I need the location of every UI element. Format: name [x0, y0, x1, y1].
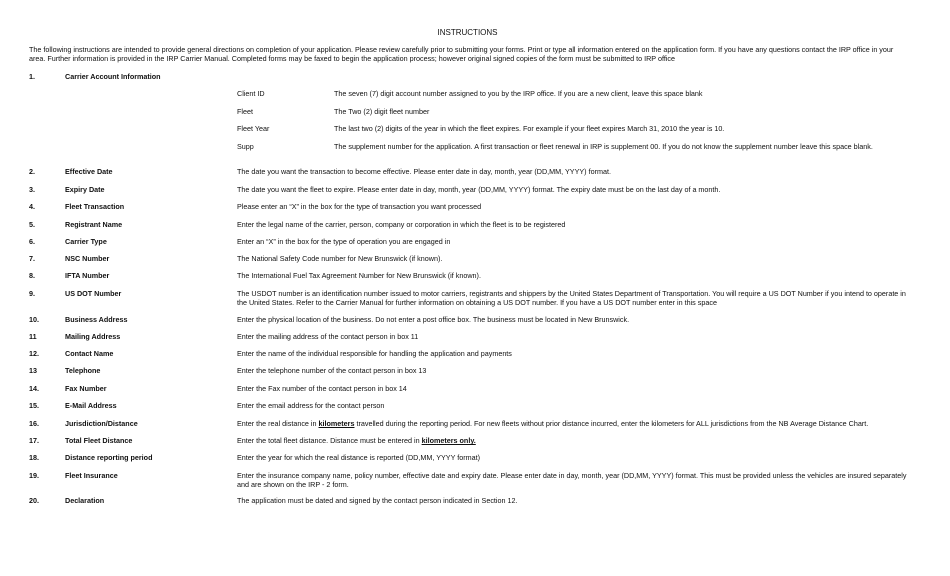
item-desc: Enter the insurance company name, policy number, effective date and expiry date. Please enter date in day, month, year (DD,MM, YYYY) format. This must be provided unless the vehicles are insured separately and are shown on the IRP - 2 form. [237, 471, 907, 489]
item-desc: Enter the name of the individual responsible for handling the application and payments [237, 349, 512, 358]
item-number: 16. [29, 419, 39, 428]
item-label: US DOT Number [65, 289, 122, 298]
sub-item-desc: The supplement number for the application. A first transaction or fleet renewal in IRP is supplement 00. If you do not know the supplement number leave this space blank. [334, 142, 873, 151]
item-label: Expiry Date [65, 185, 105, 194]
item-number: 8. [29, 271, 35, 280]
item-label: IFTA Number [65, 271, 110, 280]
item-label: Jurisdiction/Distance [65, 419, 138, 428]
item-label: Registrant Name [65, 220, 123, 229]
item-desc: The International Fuel Tax Agreement Number for New Brunswick (if known). [237, 271, 481, 280]
item-number: 4. [29, 202, 35, 211]
item-label: Total Fleet Distance [65, 436, 133, 445]
item-number: 19. [29, 471, 39, 480]
desc-text: travelled during the reporting period. For new fleets without prior distance incurred, enter the kilometers for ALL jurisdictions from the NB Average Distance Chart. [354, 419, 869, 428]
desc-text: Enter the total fleet distance. Distance must be entered in [237, 436, 422, 445]
sub-item-label: Supp [237, 142, 254, 151]
item-number: 14. [29, 384, 39, 393]
sub-item-desc: The last two (2) digits of the year in which the fleet expires. For example if your fleet expires March 31, 2010 the year is 10. [334, 124, 725, 133]
item-number: 5. [29, 220, 35, 229]
emphasis-text: kilometers [318, 419, 355, 428]
item-number: 1. [29, 72, 35, 81]
item-desc: Enter the physical location of the business. Do not enter a post office box. The business must be located in New Brunswick. [237, 315, 630, 324]
emphasis-text: kilometers only. [421, 436, 476, 445]
item-number: 13 [29, 366, 37, 375]
item-label: Fax Number [65, 384, 107, 393]
item-number: 11 [29, 332, 37, 341]
item-label: Carrier Type [65, 237, 107, 246]
item-number: 17. [29, 436, 39, 445]
item-number: 2. [29, 167, 35, 176]
item-label: Declaration [65, 496, 105, 505]
item-desc: Enter the email address for the contact person [237, 401, 385, 410]
item-desc: Please enter an “X” in the box for the type of transaction you want processed [237, 202, 482, 211]
item-label: Effective Date [65, 167, 113, 176]
sub-item-desc: The Two (2) digit fleet number [334, 107, 430, 116]
item-desc: Enter the legal name of the carrier, person, company or corporation in which the fleet is to be registered [237, 220, 566, 229]
item-number: 18. [29, 453, 39, 462]
item-number: 3. [29, 185, 35, 194]
item-desc: The date you want the transaction to become effective. Please enter date in day, month, year (DD,MM, YYYY) format. [237, 167, 611, 176]
item-number: 9. [29, 289, 35, 298]
item-label: Telephone [65, 366, 101, 375]
item-number: 15. [29, 401, 39, 410]
item-label: Contact Name [65, 349, 114, 358]
item-number: 6. [29, 237, 35, 246]
item-label: E-Mail Address [65, 401, 117, 410]
item-label: Fleet Transaction [65, 202, 125, 211]
item-desc [237, 420, 913, 429]
item-desc: The application must be dated and signed by the contact person indicated in Section 12. [237, 496, 518, 505]
desc-text: Enter the real distance in [237, 419, 319, 428]
item-label: Distance reporting period [65, 453, 153, 462]
item-desc: The date you want the fleet to expire. Please enter date in day, month, year (DD,MM, YYYY) format. The expiry date must be on the last day of a month. [237, 185, 721, 194]
item-label: NSC Number [65, 254, 110, 263]
page-title: INSTRUCTIONS [437, 28, 498, 37]
item-number: 7. [29, 254, 35, 263]
item-desc: Enter the telephone number of the contact person in box 13 [237, 366, 427, 375]
item-desc: Enter the mailing address of the contact person in box 11 [237, 332, 419, 341]
sub-item-desc: The seven (7) digit account number assigned to you by the IRP office. If you are a new client, leave this space blank [334, 89, 703, 98]
item-number: 12. [29, 349, 39, 358]
item-desc: The National Safety Code number for New Brunswick (if known). [237, 254, 443, 263]
intro-paragraph: The following instructions are intended to provide general directions on completion of your application. Please review carefully prior to submitting your forms. Print or type all information entered on the application form. If you have any questions contact the IRP office in your area. Further information is provided in the IRP Carrier Manual. Completed forms may be faxed to begin the application process; however original signed copies of the form must be submitted to IRP office [29, 45, 894, 63]
item-desc: The USDOT number is an identification number issued to motor carriers, registrants and shippers by the United States Department of Transportation. You will require a US DOT Number if you intend to operate in the United States. Refer to the Carrier Manual for further information on obtaining a US DOT number. If you have a US DOT number enter in this space [237, 289, 906, 307]
item-label: Fleet Insurance [65, 471, 118, 480]
sub-item-label: Fleet [237, 107, 253, 116]
item-number: 10. [29, 315, 39, 324]
item-desc: Enter the Fax number of the contact person in box 14 [237, 384, 407, 393]
item-label: Business Address [65, 315, 128, 324]
item-desc [237, 437, 913, 446]
sub-item-label: Fleet Year [237, 124, 270, 133]
item-desc: Enter an “X” in the box for the type of operation you are engaged in [237, 237, 451, 246]
sub-item-label: Client ID [237, 89, 265, 98]
item-desc: Enter the year for which the real distance is reported (DD,MM, YYYY format) [237, 453, 481, 462]
item-label: Carrier Account Information [65, 72, 161, 81]
item-number: 20. [29, 496, 39, 505]
item-label: Mailing Address [65, 332, 121, 341]
